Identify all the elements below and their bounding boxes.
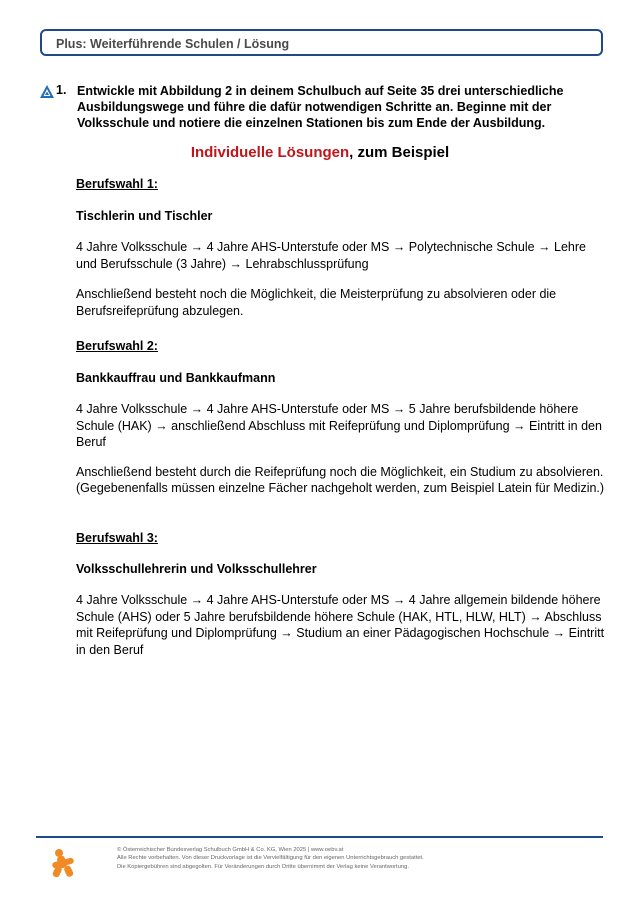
job-title: Bankkauffrau und Bankkaufmann <box>76 370 276 385</box>
education-path: 4 Jahre Volksschule → 4 Jahre AHS-Unterstufe oder MS → 4 Jahre allgemein bildende höhere Schule (AHS) oder 5 Jahre berufsbildende höhere Schule (HAK, HTL, HLW, HLT) → Abschluss mit Reifeprüfung und Diplomprüfung → Studium an einer Pädagogischen Hochschule → Eintritt in den Beruf <box>76 593 605 657</box>
section-title: Berufswahl 3: <box>76 531 158 545</box>
further-options: Anschließend besteht durch die Reifeprüfung noch die Möglichkeit, ein Studium zu absolvieren. (Gegebenenfalls müssen einzelne Fächer nachgeholt werden, zum Beispiel Latein für Medizin.) <box>76 464 605 495</box>
section-title: Berufswahl 1: <box>76 177 158 191</box>
job-title: Volksschullehrerin und Volksschullehrer <box>76 561 317 576</box>
page-title: Plus: Weiterführende Schulen / Lösung <box>56 37 290 51</box>
footer-line: Alle Rechte vorbehalten. Von dieser Druckvorlage ist die Vervielfältigung für den eigenen Unterrichtsgebrauch gestattet. <box>117 855 424 862</box>
further-options: Anschließend besteht noch die Möglichkeit, die Meisterprüfung zu absolvieren oder die Berufsreifeprüfung abzulegen. <box>76 287 557 318</box>
task-number: 1. <box>56 83 67 97</box>
section-2 <box>76 338 606 497</box>
footer-line: © Österreichischer Bundesverlag Schulbuch GmbH & Co. KG, Wien 2025 | www.oebv.at <box>117 847 344 853</box>
section-title: Berufswahl 2: <box>76 339 158 353</box>
education-path: 4 Jahre Volksschule → 4 Jahre AHS-Unterstufe oder MS → Polytechnische Schule → Lehre und Berufsschule (3 Jahre) → Lehrabschlussprüfung <box>76 240 586 271</box>
solution-highlight: Individuelle Lösungen <box>190 144 350 161</box>
section-3 <box>76 530 606 658</box>
section-1 <box>76 176 606 319</box>
footer-line: Die Kopiergebühren sind abgegolten. Für Veränderungen durch Dritte übernimmt der Verlag keine Verantwortung. <box>117 863 409 870</box>
job-title: Tischlerin und Tischler <box>76 208 213 223</box>
education-path: 4 Jahre Volksschule → 4 Jahre AHS-Unterstufe oder MS → 5 Jahre berufsbildende höhere Schule (HAK) → anschließend Abschluss mit Reifeprüfung und Diplomprüfung → Eintritt in den Beruf <box>76 402 602 449</box>
triangle-level-icon <box>40 85 54 98</box>
task-text: Entwickle mit Abbildung 2 in deinem Schulbuch auf Seite 35 drei unterschiedliche Ausbildungswege und führe die dafür notwendigen Schritte an. Beginne mit der Volksschule und notiere die einzelnen Stationen bis zum Ende der Ausbildung. <box>77 84 564 130</box>
solution-heading <box>0 144 640 161</box>
solution-rest: , zum Beispiel <box>349 144 450 161</box>
footer-copyright <box>117 846 587 871</box>
oebv-logo <box>50 848 78 878</box>
header-box <box>40 29 603 56</box>
footer-rule <box>36 836 603 838</box>
